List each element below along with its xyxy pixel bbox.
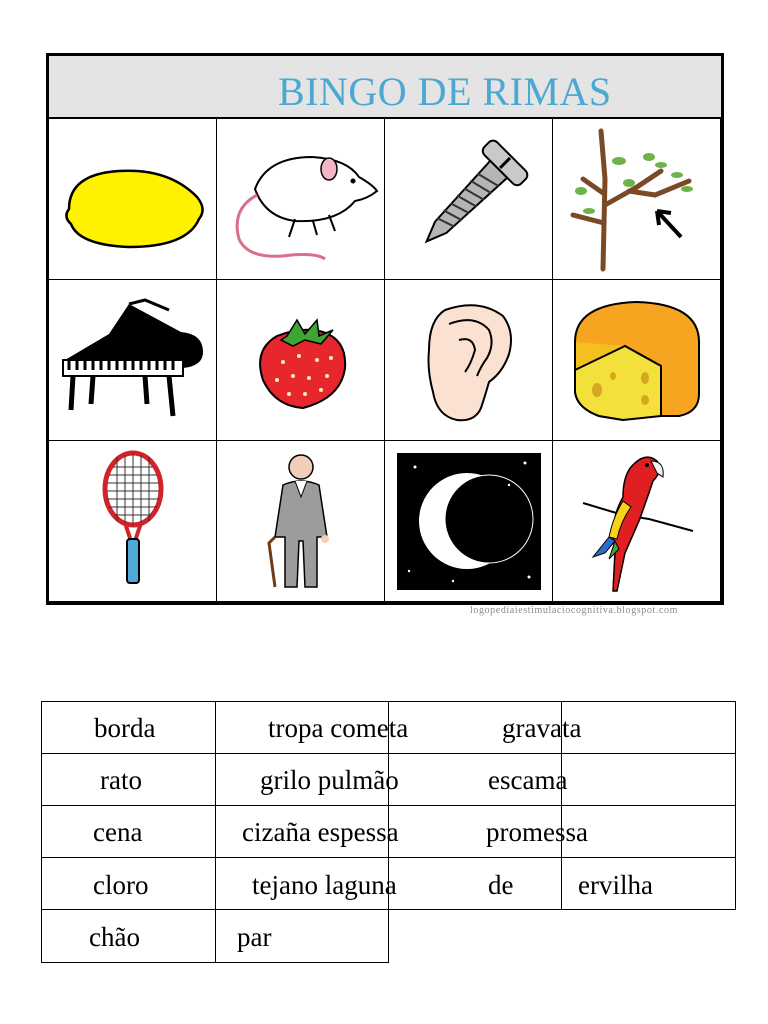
word-cell: tropa cometa	[268, 713, 409, 743]
word-cell: escama	[488, 765, 568, 795]
word-cell: grilo pulmão	[260, 765, 399, 795]
picture-cell	[217, 119, 385, 280]
picture-grid	[49, 119, 721, 602]
picture-cell	[553, 119, 721, 280]
picture-cell	[385, 441, 553, 602]
old-man-icon	[217, 441, 385, 602]
word-cell: cena	[93, 817, 143, 847]
word-cell: cizaña espessa	[242, 817, 399, 847]
tennis-racket-icon	[49, 441, 217, 602]
grand-piano-icon	[49, 280, 217, 441]
word-cell: de	[488, 870, 514, 900]
cheese-icon	[553, 280, 721, 441]
picture-cell	[553, 441, 721, 602]
picture-cell	[217, 280, 385, 441]
word-cell: chão	[89, 922, 140, 952]
picture-cell	[553, 280, 721, 441]
picture-cell	[385, 280, 553, 441]
word-cell: rato	[100, 765, 142, 795]
word-cell: cloro	[93, 870, 149, 900]
screw-icon	[385, 119, 553, 280]
picture-cell	[49, 119, 217, 280]
mouse-icon	[217, 119, 385, 280]
word-cell: promessa	[486, 817, 588, 847]
bingo-board	[46, 53, 724, 605]
board-header	[49, 56, 721, 119]
lemon-icon	[49, 119, 217, 280]
tree-branch-icon	[553, 119, 721, 280]
word-cell: ervilha	[578, 870, 653, 900]
word-cell: borda	[94, 713, 156, 743]
picture-cell	[217, 441, 385, 602]
word-cell: gravata	[502, 713, 582, 743]
ear-icon	[385, 280, 553, 441]
picture-cell	[49, 280, 217, 441]
parrot-icon	[553, 441, 721, 602]
word-cell: tejano laguna	[252, 870, 397, 900]
board-title: BINGO DE RIMAS	[278, 69, 612, 114]
picture-cell	[49, 441, 217, 602]
word-cell: par	[237, 922, 272, 952]
picture-cell	[385, 119, 553, 280]
crescent-moon-icon	[385, 441, 553, 602]
strawberry-icon	[217, 280, 385, 441]
credit-text: logopediaiestimulaciocognitiva.blogspot.com	[470, 605, 678, 616]
